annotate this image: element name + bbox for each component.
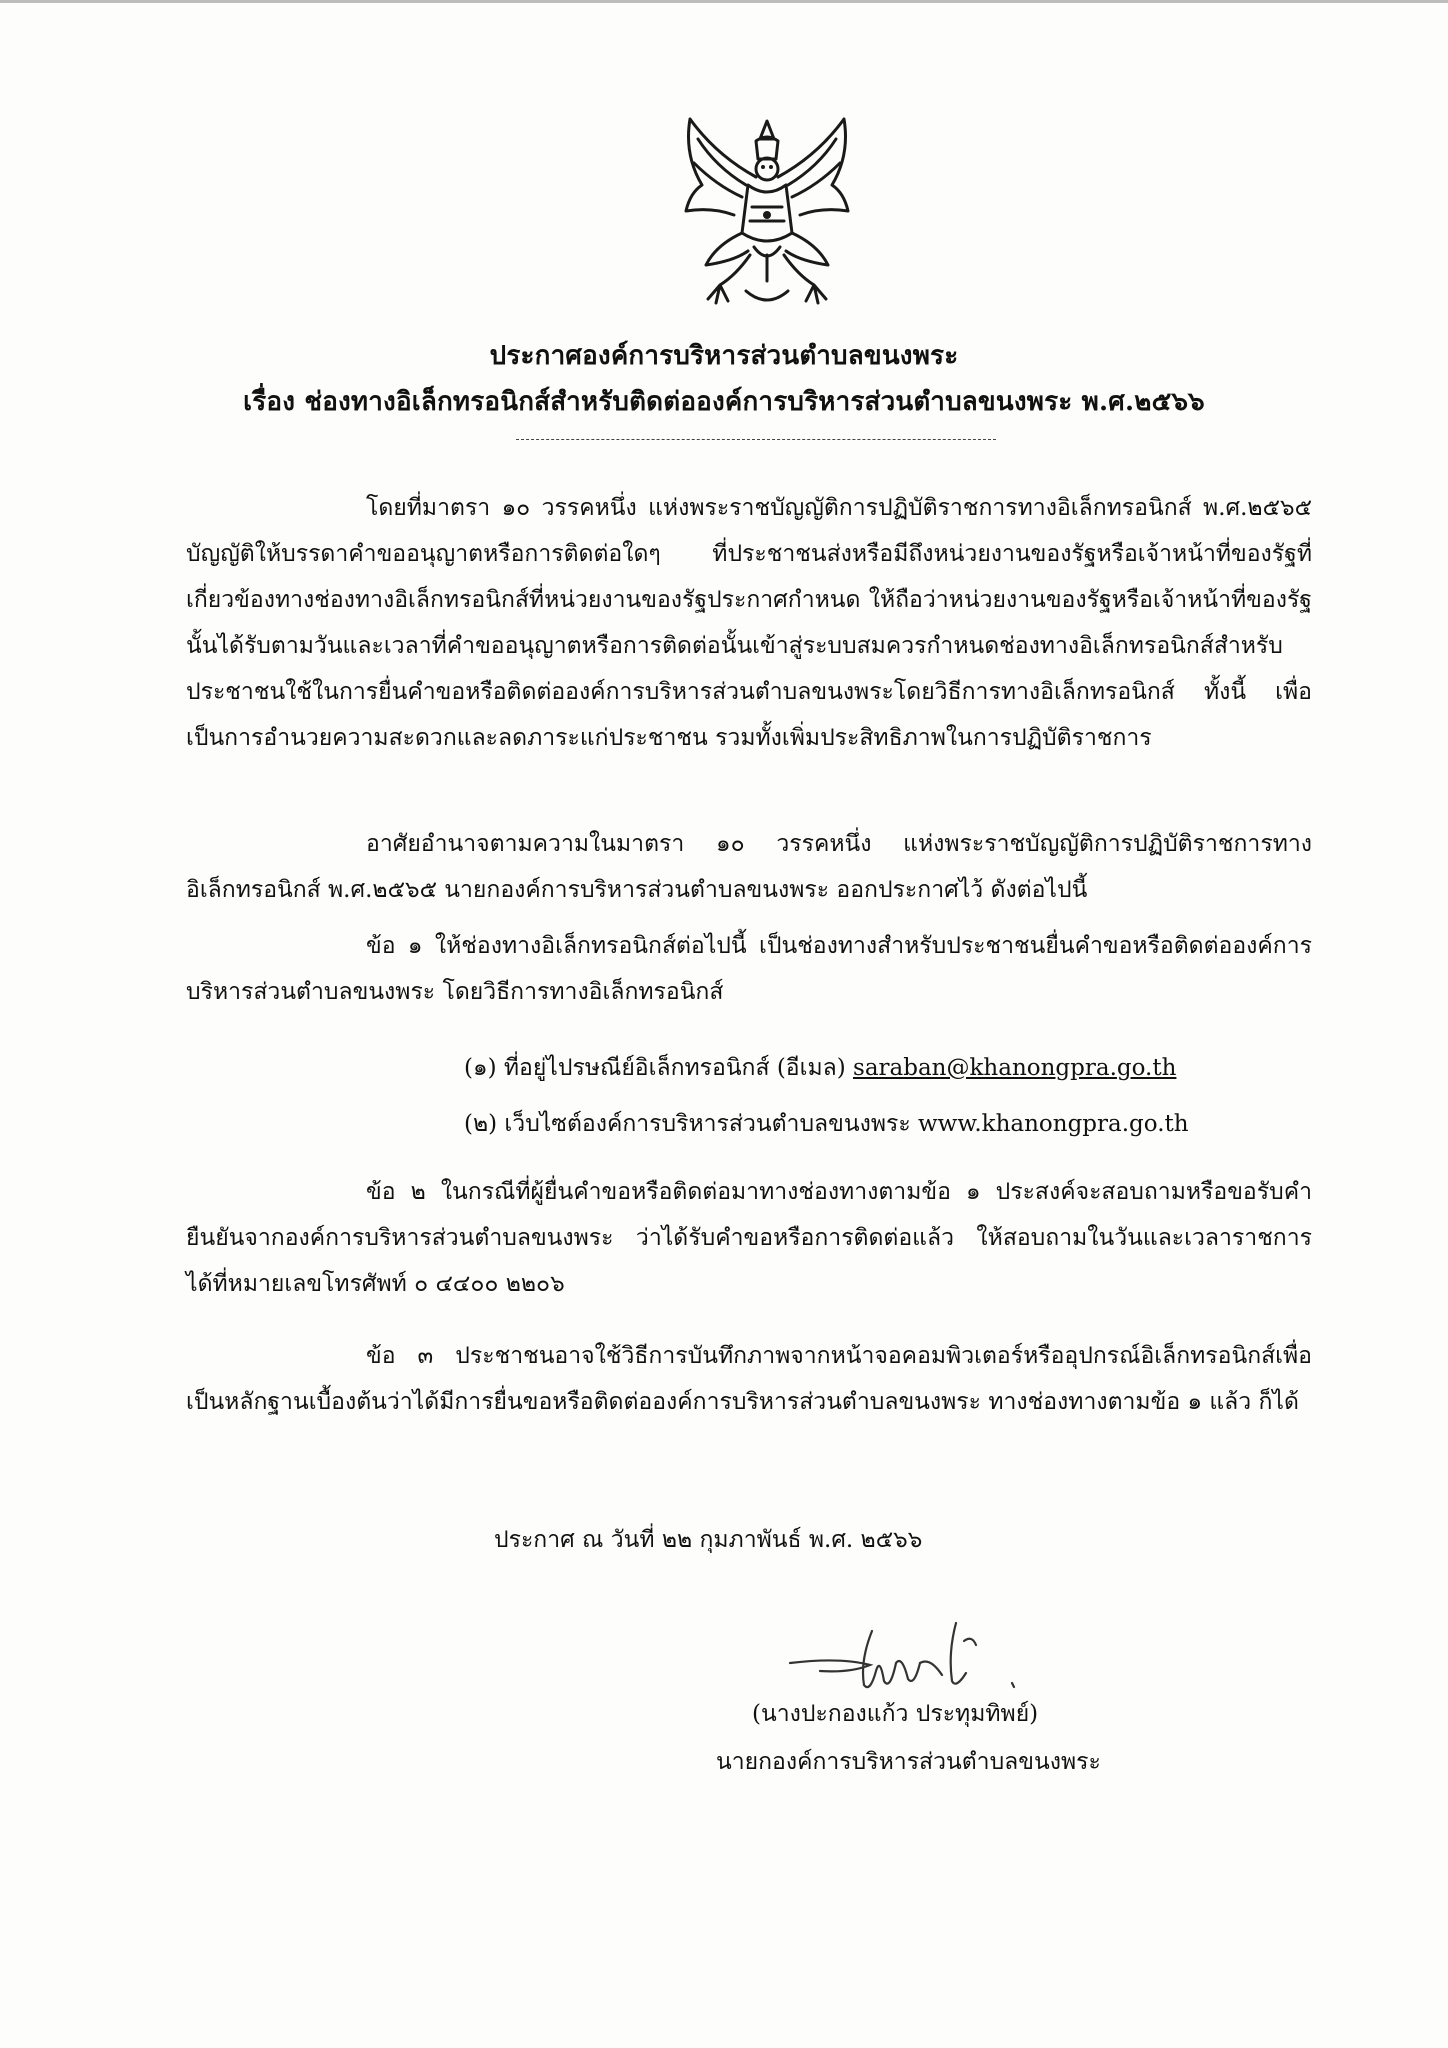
email-link[interactable]: saraban@khanongpra.go.th (853, 1055, 1177, 1081)
clause-3: ข้อ ๓ ประชาชนอาจใช้วิธีการบันทึกภาพจากหน้าจอคอมพิวเตอร์หรืออุปกรณ์อิเล็กทรอนิกส์เพื่อเป็นหลักฐานเบื้องต้นว่าได้มีการยื่นขอหรือติดต่อองค์การบริหารส่วนตำบลขนงพระ ทางช่องทางตามข้อ ๑ แล้ว ก็ได้ (186, 1343, 1312, 1415)
channel-website-item (464, 1101, 1189, 1147)
preamble-paragraph: โดยที่มาตรา ๑๐ วรรคหนึ่ง แห่งพระราชบัญญัติการปฏิบัติราชการทางอิเล็กทรอนิกส์ พ.ศ.๒๕๖๕ บัญญัติให้บรรดาคำขออนุญาตหรือการติดต่อใดๆ ที่ประชาชนส่งหรือมีถึงหน่วยงานของรัฐหรือเจ้าหน้าที่ของรัฐที่เกี่ยวข้องทางช่องทางอิเล็กทรอนิกส์ที่หน่วยงานของรัฐประกาศกำหนด ให้ถือว่าหน่วยงานของรัฐหรือเจ้าหน้าที่ของรัฐนั้นได้รับตามวันและเวลาที่คำขออนุญาตหรือการติดต่อนั้นเข้าสู่ระบบสมควรกำหนดช่องทางอิเล็กทรอนิกส์สำหรับประชาชนใช้ในการยื่นคำขอหรือติดต่อองค์การบริหารส่วนตำบลขนงพระโดยวิธีการทางอิเล็กทรอนิกส์ ทั้งนี้ เพื่อเป็นการอำนวยความสะดวกและลดภาระแก่ประชาชน รวมทั้งเพิ่มประสิทธิภาพในการปฏิบัติราชการ (186, 495, 1312, 751)
clause-2: ข้อ ๒ ในกรณีที่ผู้ยื่นคำขอหรือติดต่อมาทางช่องทางตามข้อ ๑ ประสงค์จะสอบถามหรือขอรับคำยืนยันจากองค์การบริหารส่วนตำบลขนงพระ ว่าได้รับคำขอหรือการติดต่อแล้ว ให้สอบถามในวันและเวลาราชการได้ที่หมายเลขโทรศัพท์ ๐ ๔๔๐๐ ๒๒๐๖ (186, 1179, 1312, 1297)
announcement-date: ประกาศ ณ วันที่ ๒๒ กุมภาพันธ์ พ.ศ. ๒๕๖๖ (494, 1527, 923, 1553)
signer-name: (นางปะกองแก้ว ประทุมทิพย์) (752, 1701, 1039, 1727)
clause-1: ข้อ ๑ ให้ช่องทางอิเล็กทรอนิกส์ต่อไปนี้ เป็นช่องทางสำหรับประชาชนยื่นคำขอหรือติดต่อองค์การบริหารส่วนตำบลขนงพระ โดยวิธีการทางอิเล็กทรอนิกส์ (186, 933, 1312, 1005)
announcement-subject: เรื่อง ช่องทางอิเล็กทรอนิกส์สำหรับติดต่อองค์การบริหารส่วนตำบลขนงพระ พ.ศ.๒๕๖๖ (243, 387, 1205, 417)
announcement-title: ประกาศองค์การบริหารส่วนตำบลขนงพระ (489, 341, 959, 371)
channel-website-label: (๒) เว็บไซต์องค์การบริหารส่วนตำบลขนงพระ (464, 1111, 918, 1137)
website-link[interactable]: www.khanongpra.go.th (918, 1111, 1189, 1137)
channel-email-item (464, 1045, 1176, 1091)
title-divider (516, 439, 996, 440)
authority-paragraph: อาศัยอำนาจตามความในมาตรา ๑๐ วรรคหนึ่ง แห่งพระราชบัญญัติการปฏิบัติราชการทางอิเล็กทรอนิกส์ พ.ศ.๒๕๖๕ นายกองค์การบริหารส่วนตำบลขนงพระ ออกประกาศไว้ ดังต่อไปนี้ (186, 831, 1312, 903)
garuda-emblem-icon (676, 115, 858, 315)
channel-email-label: (๑) ที่อยู่ไปรษณีย์อิเล็กทรอนิกส์ (อีเมล) (464, 1055, 854, 1081)
signer-position: นายกองค์การบริหารส่วนตำบลขนงพระ (716, 1749, 1101, 1775)
